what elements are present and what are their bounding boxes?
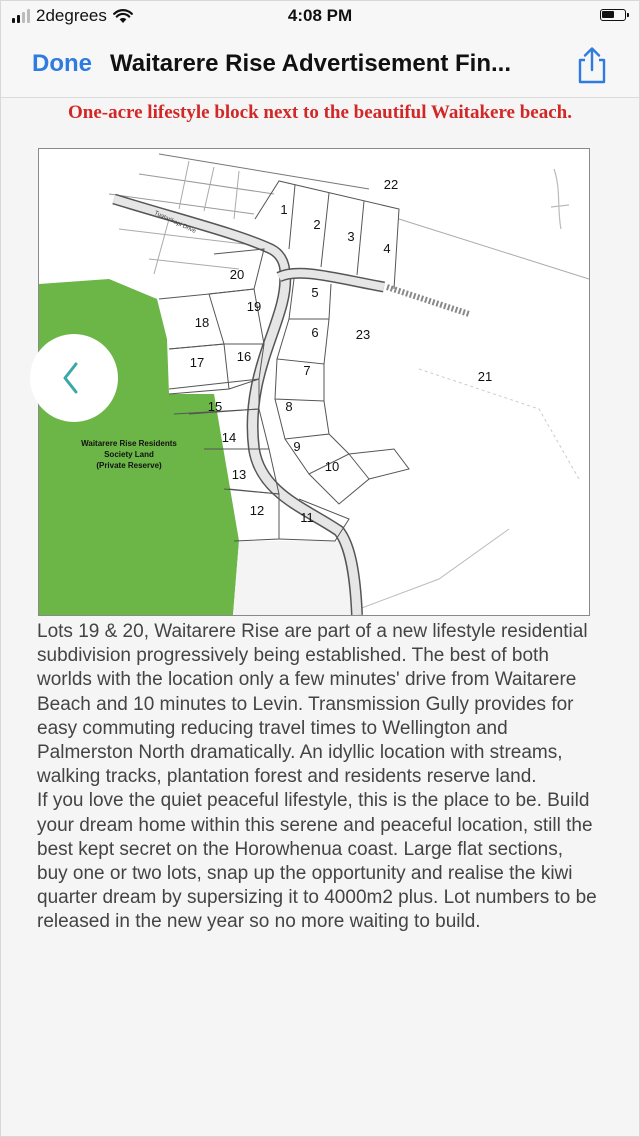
lot-number: 20 [229, 267, 245, 282]
lot-number: 13 [231, 467, 247, 482]
lot-number: 5 [311, 285, 319, 300]
description-text: Lots 19 & 20, Waitarere Rise are part of a new lifestyle residential subdivision progressively being established. The best of both worlds with the location only a few minutes' drive from Waitarere Beach and 10 minutes to Levin. Transmission Gully provides for easy commuting reducing travel times to Wellington and Palmerston North dramatically. An idyllic location with streams, walking tracks, plantation forest and residents reserve land. If you love the quiet peaceful lifestyle, this is the place to be. Build your dream home within this serene and peaceful location, still the best kept secret on the Horowhenua coast. Large flat sections, buy one or two lots, snap up the opportunity and realise the kiwi quarter dream by supersizing it to 4000m2 plus. Lot numbers to be released in the new year so no more waiting to build. [37, 621, 597, 933]
advert-headline: One-acre lifestyle block next to the beautiful Waitakere beach. [68, 102, 572, 123]
carrier-name: 2degrees [36, 6, 107, 25]
lot-number: 9 [293, 439, 301, 454]
lot-number: 14 [221, 430, 237, 445]
lot-number: 11 [300, 510, 314, 525]
done-button[interactable]: Done [32, 50, 92, 77]
lot-number: 4 [383, 241, 391, 256]
share-icon[interactable] [574, 46, 610, 84]
lot-number: 21 [477, 369, 493, 384]
status-bar [0, 0, 640, 32]
lot-number: 8 [285, 399, 293, 414]
battery-icon [600, 9, 626, 21]
lot-number: 1 [280, 202, 288, 217]
reserve-label-line: Waitarere Rise Residents [81, 439, 177, 448]
lot-number: 3 [347, 229, 355, 244]
navigation-bar [0, 32, 640, 98]
lot-number: 2 [313, 217, 321, 232]
lot-number: 10 [324, 459, 340, 474]
lot-number: 15 [207, 399, 223, 414]
chevron-left-icon [60, 358, 80, 398]
reserve-label-line: (Private Reserve) [96, 461, 162, 470]
lot-number: 12 [249, 503, 265, 518]
lot-number: 6 [311, 325, 319, 340]
lot-number: 19 [246, 299, 262, 314]
lot-number: 22 [383, 177, 399, 192]
lot-number: 16 [236, 349, 252, 364]
lot-number: 17 [189, 355, 205, 370]
lot-number: 18 [194, 315, 210, 330]
clock: 4:08 PM [287, 6, 353, 25]
road-label: Tuatarikopi Drive [153, 210, 197, 235]
previous-image-button[interactable] [38, 334, 122, 422]
document-title: Waitarere Rise Advertisement Fin... [110, 50, 512, 77]
reserve-label-line: Society Land [104, 450, 154, 459]
lot-number: 23 [355, 327, 371, 342]
lot-number: 7 [303, 363, 311, 378]
